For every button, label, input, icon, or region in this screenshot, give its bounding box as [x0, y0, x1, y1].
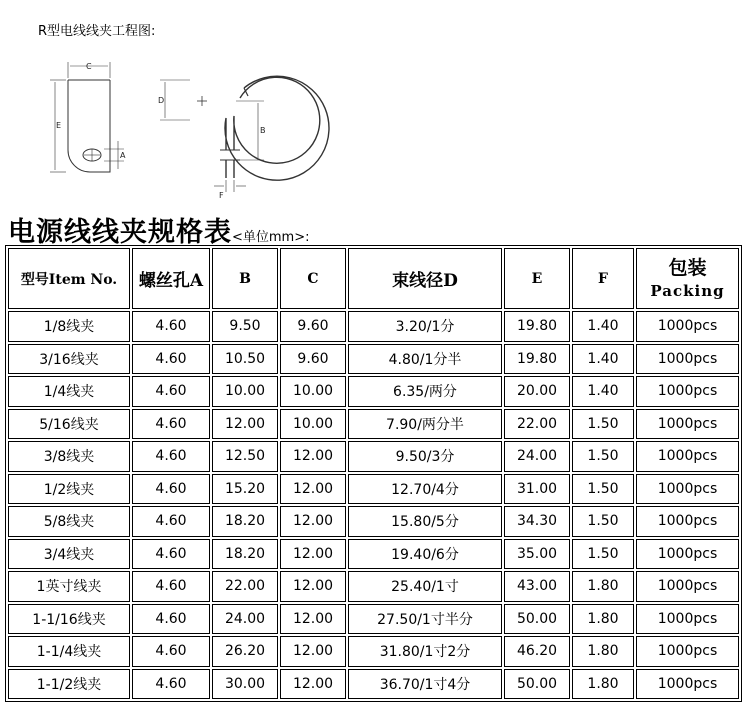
header-bundle: 束线径D	[348, 248, 502, 309]
spec-table-title	[8, 210, 310, 249]
table-header-row	[8, 248, 739, 309]
table-cell: 25.40/1寸	[348, 571, 502, 602]
table-cell: 12.00	[280, 474, 346, 505]
table-cell: 12.00	[280, 441, 346, 472]
table-row	[8, 604, 739, 635]
table-cell: 10.00	[280, 409, 346, 440]
table-cell: 18.20	[212, 506, 278, 537]
table-cell: 4.60	[132, 311, 210, 342]
table-cell: 36.70/1寸4分	[348, 669, 502, 700]
header-packing-cn: 包装	[668, 256, 707, 279]
table-cell: 1-1/16线夹	[8, 604, 130, 635]
table-cell: 1000pcs	[636, 441, 739, 472]
header-b: B	[212, 248, 278, 309]
dim-label-e: E	[56, 121, 62, 130]
table-cell: 1000pcs	[636, 311, 739, 342]
table-cell: 9.50	[212, 311, 278, 342]
table-cell: 4.60	[132, 474, 210, 505]
table-cell: 22.00	[212, 571, 278, 602]
table-cell: 1000pcs	[636, 506, 739, 537]
table-cell: 6.35/两分	[348, 376, 502, 407]
table-cell: 31.00	[504, 474, 570, 505]
table-cell: 27.50/1寸半分	[348, 604, 502, 635]
table-cell: 5/8线夹	[8, 506, 130, 537]
table-cell: 4.60	[132, 441, 210, 472]
table-cell: 1.40	[572, 376, 634, 407]
table-cell: 43.00	[504, 571, 570, 602]
table-cell: 4.60	[132, 506, 210, 537]
table-cell: 19.80	[504, 311, 570, 342]
table-cell: 20.00	[504, 376, 570, 407]
table-cell: 1000pcs	[636, 669, 739, 700]
table-cell: 3.20/1分	[348, 311, 502, 342]
table-cell: 1.50	[572, 506, 634, 537]
table-cell: 1000pcs	[636, 474, 739, 505]
table-cell: 4.60	[132, 604, 210, 635]
spec-table	[5, 245, 742, 702]
header-f: F	[572, 248, 634, 309]
table-cell: 1000pcs	[636, 344, 739, 375]
table-cell: 46.20	[504, 636, 570, 667]
dim-label-f: F	[219, 191, 224, 200]
table-row	[8, 506, 739, 537]
table-row	[8, 571, 739, 602]
table-cell: 12.00	[280, 636, 346, 667]
table-cell: 1.50	[572, 441, 634, 472]
table-cell: 15.80/5分	[348, 506, 502, 537]
table-cell: 10.50	[212, 344, 278, 375]
table-cell: 1000pcs	[636, 376, 739, 407]
header-c: C	[280, 248, 346, 309]
table-cell: 10.00	[280, 376, 346, 407]
table-cell: 18.20	[212, 539, 278, 570]
table-cell: 9.60	[280, 344, 346, 375]
table-cell: 9.60	[280, 311, 346, 342]
table-cell: 7.90/两分半	[348, 409, 502, 440]
table-cell: 1/8线夹	[8, 311, 130, 342]
dim-label-c: C	[86, 62, 92, 71]
table-cell: 1.80	[572, 669, 634, 700]
table-cell: 1.80	[572, 604, 634, 635]
table-cell: 4.60	[132, 344, 210, 375]
table-cell: 1英寸线夹	[8, 571, 130, 602]
table-cell: 31.80/1寸2分	[348, 636, 502, 667]
table-cell: 24.00	[212, 604, 278, 635]
table-cell: 5/16线夹	[8, 409, 130, 440]
table-row	[8, 344, 739, 375]
table-cell: 4.60	[132, 376, 210, 407]
table-cell: 12.00	[212, 409, 278, 440]
table-cell: 4.60	[132, 571, 210, 602]
table-cell: 1.50	[572, 539, 634, 570]
table-cell: 9.50/3分	[348, 441, 502, 472]
table-cell: 4.80/1分半	[348, 344, 502, 375]
table-cell: 1000pcs	[636, 636, 739, 667]
table-cell: 1.40	[572, 344, 634, 375]
side-view-outline	[225, 76, 329, 180]
table-row	[8, 474, 739, 505]
table-cell: 4.60	[132, 669, 210, 700]
engineering-drawing	[0, 0, 750, 205]
drawing-title: R型电线线夹工程图:	[38, 24, 156, 39]
table-row	[8, 311, 739, 342]
table-cell: 1.50	[572, 474, 634, 505]
table-cell: 12.70/4分	[348, 474, 502, 505]
table-cell: 4.60	[132, 539, 210, 570]
table-cell: 50.00	[504, 604, 570, 635]
table-cell: 22.00	[504, 409, 570, 440]
table-body	[8, 311, 739, 699]
table-cell: 4.60	[132, 636, 210, 667]
table-cell: 1.80	[572, 571, 634, 602]
dim-label-b: B	[260, 126, 266, 135]
table-cell: 3/16线夹	[8, 344, 130, 375]
spec-title-unit: <单位mm>:	[232, 230, 310, 245]
header-model: 型号Item No.	[8, 248, 130, 309]
table-cell: 1.40	[572, 311, 634, 342]
table-cell: 12.00	[280, 604, 346, 635]
table-row	[8, 636, 739, 667]
table-cell: 12.50	[212, 441, 278, 472]
table-cell: 15.20	[212, 474, 278, 505]
table-row	[8, 669, 739, 700]
header-e: E	[504, 248, 570, 309]
table-cell: 1000pcs	[636, 409, 739, 440]
front-view-outline	[68, 80, 110, 172]
table-cell: 1.50	[572, 409, 634, 440]
table-cell: 34.30	[504, 506, 570, 537]
table-cell: 12.00	[280, 669, 346, 700]
header-hole: 螺丝孔A	[132, 248, 210, 309]
table-cell: 10.00	[212, 376, 278, 407]
table-cell: 1/2线夹	[8, 474, 130, 505]
dim-label-d: D	[158, 96, 165, 105]
table-cell: 19.80	[504, 344, 570, 375]
table-cell: 12.00	[280, 506, 346, 537]
table-cell: 12.00	[280, 539, 346, 570]
table-cell: 24.00	[504, 441, 570, 472]
table-cell: 1000pcs	[636, 571, 739, 602]
table-cell: 1.80	[572, 636, 634, 667]
table-cell: 30.00	[212, 669, 278, 700]
table-cell: 26.20	[212, 636, 278, 667]
table-row	[8, 376, 739, 407]
table-row	[8, 539, 739, 570]
spec-title-main: 电源线线夹规格表	[8, 217, 232, 248]
table-cell: 50.00	[504, 669, 570, 700]
table-cell: 3/8线夹	[8, 441, 130, 472]
header-packing	[636, 248, 739, 309]
dim-label-a: A	[120, 151, 126, 160]
table-cell: 12.00	[280, 571, 346, 602]
table-cell: 4.60	[132, 409, 210, 440]
table-cell: 35.00	[504, 539, 570, 570]
table-cell: 1000pcs	[636, 604, 739, 635]
table-cell: 1-1/4线夹	[8, 636, 130, 667]
table-row	[8, 441, 739, 472]
table-row	[8, 409, 739, 440]
table-cell: 3/4线夹	[8, 539, 130, 570]
header-packing-en: Packing	[650, 281, 725, 300]
table-cell: 1-1/2线夹	[8, 669, 130, 700]
table-cell: 1/4线夹	[8, 376, 130, 407]
table-cell: 19.40/6分	[348, 539, 502, 570]
table-cell: 1000pcs	[636, 539, 739, 570]
